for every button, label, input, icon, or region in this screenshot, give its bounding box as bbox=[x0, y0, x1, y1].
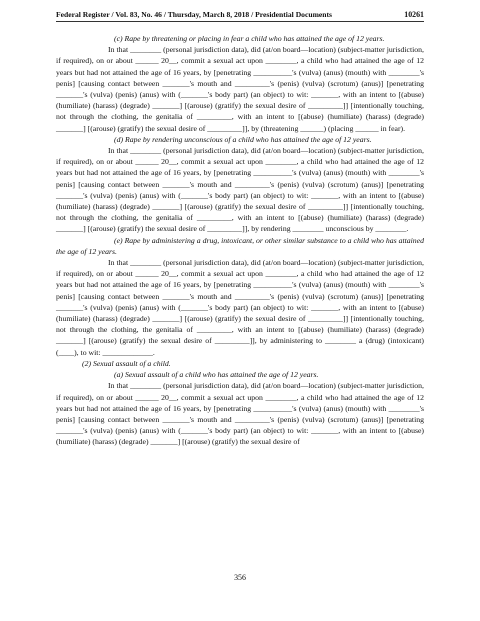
document-body bbox=[56, 33, 424, 448]
section-heading: (e) Rape by administering a drug, intoxicant, or other similar substance to a child who has attained the age of 12 years. bbox=[56, 235, 424, 256]
section-heading: (2) Sexual assault of a child. bbox=[82, 358, 171, 368]
header-page-number: 10261 bbox=[404, 10, 424, 19]
running-header bbox=[56, 10, 424, 22]
specification-paragraph: In that ________ (personal jurisdiction data), did (at/on board—location) (subject-matter jurisdiction, if required), on or about ______ 20__, commit a sexual act upon ________, a child who had attained the age of 12 years but had not attained the age of 16 years, by [penetrating __________'s (vulva) (anus) (mouth) with ________'s penis] [causing contact between _______'s mouth and _________'s (penis) (vulva) (scrotum) (anus)] [penetrating _______'s (vulva) (penis) (anus) with (_______'s body part) (an object) to wit: _______, with an intent to [(abuse) (humiliate) (harass) (degrade) _______] [(arouse) (gratify) the sexual desire of _________]] [intentionally touching, not through the clothing, the genitalia of _________, with an intent to [(abuse) (humiliate) (harass) (degrade) _______] [(arouse) (gratify) the sexual desire of _________]], by administering to ________ a (drug) (intoxicant) (____), to wit: _____________. bbox=[56, 258, 424, 357]
page-number: 356 bbox=[234, 573, 246, 582]
specification-paragraph: In that ________ (personal jurisdiction data), did (at/on board—location) (subject-matter jurisdiction, if required), on or about ______ 20__, commit a sexual act upon ________, a child who had attained the age of 12 years but had not attained the age of 16 years, by [penetrating __________'s (vulva) (anus) (mouth) with ________'s penis] [causing contact between _______'s mouth and _________'s (penis) (vulva) (scrotum) (anus)] [penetrating _______'s (vulva) (penis) (anus) with (_______'s body part) (an object) to wit: _______, with an intent to [(abuse) (humiliate) (harass) (degrade) _______] [(arouse) (gratify) the sexual desire of _________]] [intentionally touching, not through the clothing, the genitalia of _________, with an intent to [(abuse) (humiliate) (harass) (degrade) _______] [(arouse) (gratify) the sexual desire of _________]], by rendering ________ unconscious by ________. bbox=[56, 146, 424, 234]
specification-paragraph: In that ________ (personal jurisdiction data), did (at/on board—location) (subject-matter jurisdiction, if required), on or about ______ 20__, commit a sexual act upon ________, a child who had attained the age of 12 years but had not attained the age of 16 years, by [penetrating __________'s (vulva) (anus) (mouth) with ________'s penis] [causing contact between _______'s mouth and _________'s (penis) (vulva) (scrotum) (anus)] [penetrating _______'s (vulva) (penis) (anus) with (_______'s body part) (an object) to wit: _______, with an intent to [(abuse) (humiliate) (harass) (degrade) _______] [(arouse) (gratify) the sexual desire of _________]] [intentionally touching, not through the clothing, the genitalia of _________, with an intent to [(abuse) (humiliate) (harass) (degrade) _______] [(arouse) (gratify) the sexual desire of _________]], by (threatening ______) (placing ______ in fear). bbox=[56, 45, 424, 133]
section-heading: (a) Sexual assault of a child who has attained the age of 12 years. bbox=[114, 370, 319, 380]
document-page bbox=[56, 10, 424, 610]
header-citation: Federal Register / Vol. 83, No. 46 / Thursday, March 8, 2018 / Presidential Documents bbox=[56, 10, 332, 19]
specification-paragraph: In that ________ (personal jurisdiction data), did (at/on board—location) (subject-matter jurisdiction, if required), on or about ______ 20__, commit a sexual act upon ________, a child who had attained the age of 12 years but had not attained the age of 16 years, by [penetrating __________'s (vulva) (anus) (mouth) with ________'s penis] [causing contact between _______'s mouth and _________'s (penis) (vulva) (scrotum) (anus)] [penetrating _______'s (vulva) (penis) (anus) with (_______'s body part) (an object) to wit: _______, with an intent to [(abuse) (humiliate) (harass) (degrade) _______] [(arouse) (gratify) the sexual desire of bbox=[56, 381, 424, 447]
section-heading: (d) Rape by rendering unconscious of a child who has attained the age of 12 years. bbox=[114, 134, 372, 144]
section-heading: (c) Rape by threatening or placing in fear a child who has attained the age of 12 years. bbox=[114, 34, 385, 43]
